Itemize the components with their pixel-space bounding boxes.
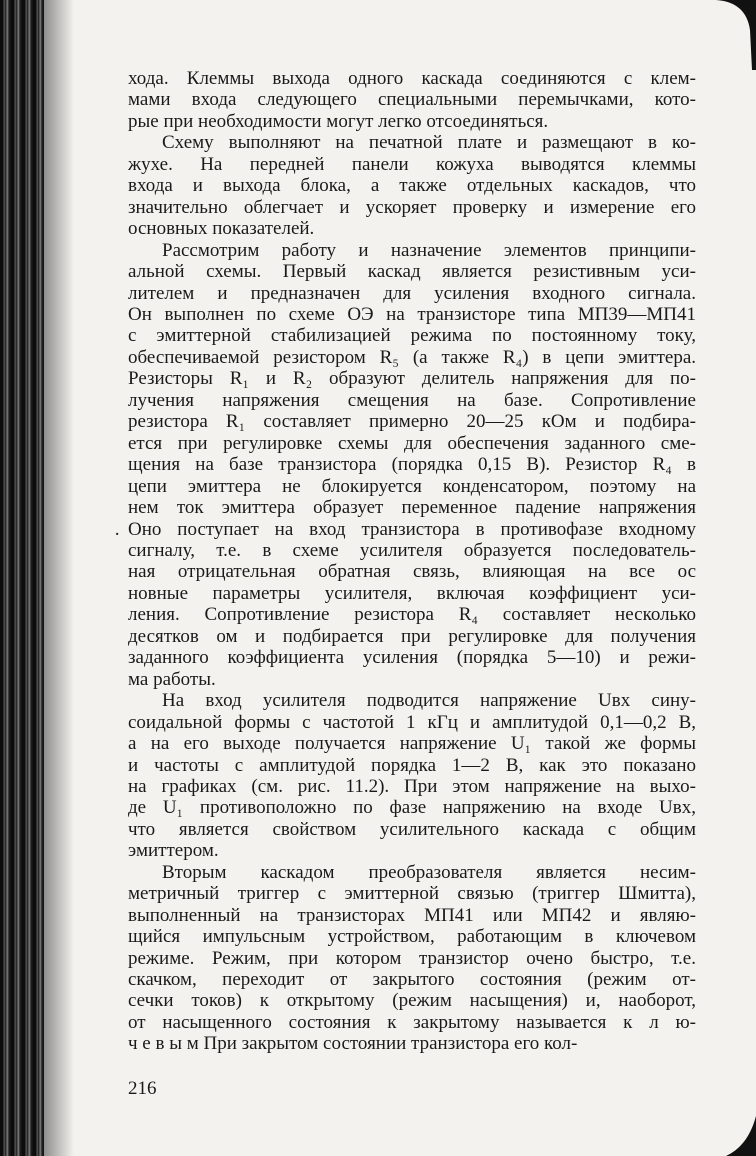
text-line: десятков ом и подбирается при регулировке для получения: [128, 625, 696, 647]
text-line: скачком, переходит от закрытого состояния (режим от-: [128, 969, 696, 991]
paragraph: [128, 690, 696, 862]
text-line: заданного коэффициента усиления (порядка 5—10) и режи-: [128, 647, 696, 669]
paragraph: [128, 240, 696, 691]
text-line: цепи эмиттера не блокируется конденсатором, поэтому на: [128, 475, 696, 497]
text-line: от насыщенного состояния к закрытому называется к л ю-: [128, 1011, 696, 1033]
text-line: соидальной формы с частотой 1 кГц и амплитудой 0,1—0,2 В,: [128, 711, 696, 733]
text-line: ч е в ы м При закрытом состоянии транзистора его кол-: [128, 1033, 578, 1055]
text-line: хода. Клеммы выхода одного каскада соединяются с клем-: [128, 68, 696, 89]
text-line: Вторым каскадом преобразователя является несим-: [162, 861, 696, 883]
text-line: жухе. На передней панели кожуха выводятся клеммы: [128, 153, 696, 175]
text-line: на графиках (см. рис. 11.2). При этом напряжение на выхо-: [128, 775, 696, 797]
book-page-text: [128, 68, 696, 1055]
text-line: ления. Сопротивление резистора R₄ составляет несколько: [128, 604, 696, 626]
text-line: значительно облегчает и ускоряет проверку и измерение его: [128, 196, 696, 218]
text-line: метричный триггер с эмиттерной связью (триггер Шмитта),: [128, 883, 696, 905]
text-line: Он выполнен по схеме ОЭ на транзисторе типа МП39—МП41: [128, 303, 696, 325]
text-line: сечки токов) к открытому (режим насыщения) и, наоборот,: [128, 990, 696, 1012]
text-line: с эмиттерной стабилизацией режима по постоянному току,: [128, 325, 696, 347]
text-line: рые при необходимости могут легко отсоединяться.: [128, 110, 549, 132]
text-line: лителем и предназначен для усиления входного сигнала.: [128, 282, 696, 304]
margin-mark: ·: [114, 524, 121, 545]
text-line: Резисторы R₁ и R₂ образуют делитель напряжения для по-: [128, 368, 696, 390]
text-line: альной схемы. Первый каскад является резистивным уси-: [128, 261, 696, 283]
text-line: эмиттером.: [128, 840, 219, 862]
text-line: щения на базе транзистора (порядка 0,15 В). Резистор R₄ в: [128, 454, 696, 476]
book-binding-shadow: [0, 0, 44, 1156]
page-corner-curl: [716, 0, 756, 70]
binding-fade: [44, 0, 74, 1156]
text-line: мами входа следующего специальными перемычками, кото-: [128, 89, 696, 111]
text-line: ная отрицательная обратная связь, влияющая на все ос: [128, 561, 696, 583]
text-line: ется при регулировке схемы для обеспечения заданного сме-: [128, 432, 696, 454]
paragraph: [128, 862, 696, 1055]
page-corner-mark: [726, 1116, 756, 1156]
text-line: входа и выхода блока, а также отдельных каскадов, что: [128, 175, 696, 197]
text-line: сигналу, т.е. в схеме усилителя образуется последователь-: [128, 539, 696, 561]
text-line: На вход усилителя подводится напряжение Uвх сину-: [162, 690, 696, 712]
page-number: 216: [128, 1078, 157, 1099]
text-line: что является свойством усилительного каскада с общим: [128, 818, 696, 840]
text-line: новные параметры усилителя, включая коэффициент уси-: [128, 582, 696, 604]
text-line: режиме. Режим, при котором транзистор очено быстро, т.е.: [128, 947, 696, 969]
text-line: ма работы.: [128, 668, 216, 690]
text-line: нем ток эмиттера образует переменное падение напряжения: [128, 497, 696, 519]
text-line: щийся импульсным устройством, работающим в ключевом: [128, 926, 696, 948]
text-line: и частоты с амплитудой порядка 1—2 В, как это показано: [128, 754, 696, 776]
text-line: лучения напряжения смещения на базе. Сопротивление: [128, 389, 696, 411]
text-line: выполненный на транзисторах МП41 или МП42 и являю-: [128, 904, 696, 926]
text-line: резистора R₁ составляет примерно 20—25 кОм и подбира-: [128, 411, 696, 433]
text-line: Оно поступает на вход транзистора в противофазе входному: [128, 518, 696, 540]
text-line: а на его выходе получается напряжение U₁ такой же формы: [128, 733, 696, 755]
paragraph: [128, 68, 696, 132]
text-line: Схему выполняют на печатной плате и размещают в ко-: [162, 132, 696, 154]
text-line: де U₁ противоположно по фазе напряжению на входе Uвх,: [128, 797, 696, 819]
text-line: основных показателей.: [128, 218, 315, 240]
paragraph: [128, 132, 696, 239]
text-line: Рассмотрим работу и назначение элементов принципи-: [162, 239, 696, 261]
text-line: обеспечиваемой резистором R₅ (а также R₄) в цепи эмиттера.: [128, 346, 696, 368]
